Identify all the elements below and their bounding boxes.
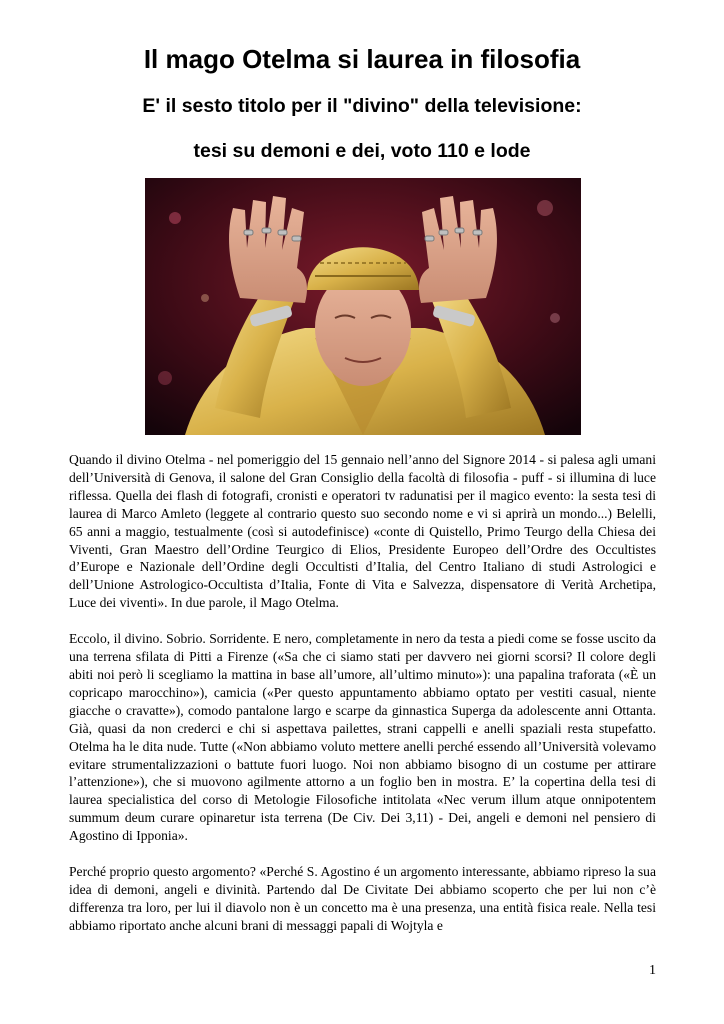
article-subtitle-line-2: tesi su demoni e dei, voto 110 e lode [193,140,531,162]
article-paragraph-2: Eccolo, il divino. Sobrio. Sorridente. E nero, completamente in nero da testa a piedi come se fosse uscito da una terrena sfilata di Pitti a Firenze («Sa che ci siamo stati per davvero nei giorni scorsi? Il colore degli abiti noi però li scegliamo la mattina in base all’umore, all’ultimo minuto»): una papalina traforata («È un copricapo marocchino»), camicia («Per questo appuntamento abbiamo optato per vestiti casual, niente giacche o cravatte»), comodo pantalone largo e scarpe da ginnastica Superga da adolescente anni Ottanta. Già, quasi da non crederci e chi si aspettava pailettes, strani cappelli e anelli spaziali resta stupefatto. Otelma ha le dita nude. Tutte («Non abbiamo voluto mettere anelli perché essendo all’Università volevamo evitare strumentalizzazioni o battute fuori luogo. Noi non abbiamo bisogno di un costume per attirare l’attenzione»), che si muovono agilmente attorno a un foglio ben in mostra. E’ la copertina della tesi di laurea specialistica del corso di Metologie Filosofiche intitolata «Nec verum illum atque onnipotentem summum deum curare opinaretur ista terrena (De Civ. Dei 3,11) - Dei, angeli e demoni nel pensiero di Agostino di Ipponia». [69,631,656,844]
article-photo [145,178,581,435]
page-number: 1 [649,963,656,978]
article-body [69,451,656,953]
article-paragraph-1: Quando il divino Otelma - nel pomeriggio del 15 gennaio nell’anno del Signore 2014 - si palesa agli umani dell’Università di Genova, il salone del Gran Consiglio della facoltà di filosofia - puff - si illumina di luce riflessa. Quella dei flash di fotografi, cronisti e operatori tv radunatisi per il magico evento: la sesta tesi di laurea di Marco Amleto (leggete al contrario questo suo secondo nome e vi si aprirà un mondo...) Belelli, 65 anni a maggio, testualmente (così si autodefinisce) «conte di Quistello, Primo Teurgo della Chiesa dei Viventi, Gran Maestro dell’Ordine Teurgico di Elios, Presidente Europeo dell’Ordre des Occultistes d’Europe e Nazionale dell’Ordine degli Occultisti d’Italia, del Centro Italiano di studi Astrologici e dell’Unione Astrologico-Occultista d’Italia, Fonte di Vita e Salvezza, dispensatore di Verità Archetipa, Luce dei viventi». In due parole, il Mago Otelma. [69,452,656,611]
article-subtitle-line-1: E' il sesto titolo per il "divino" della televisione: [142,95,582,117]
article-paragraph-3: Perché proprio questo argomento? «Perché S. Agostino é un argomento interessante, abbiamo ripreso la sua idea di demoni, angeli e divinità. Partendo dal De Civitate Dei abbiamo scoperto che per lui non c’è differenza tra loro, per lui il diavolo non è un concetto ma è una presenza, una entità fisica reale. Nella tesi abbiamo riportato anche alcuni brani di messaggi papali di Wojtyla e [69,864,656,933]
article-title: Il mago Otelma si laurea in filosofia [143,44,581,74]
